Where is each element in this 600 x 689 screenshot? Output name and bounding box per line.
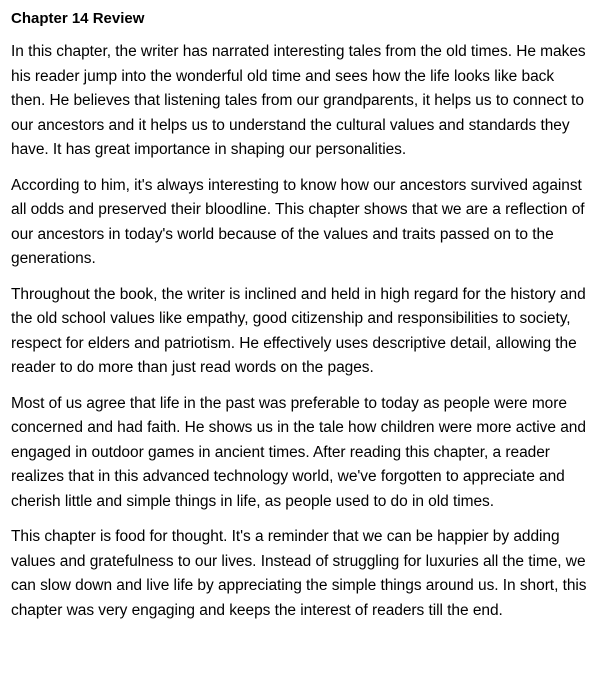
- paragraph-past-life: Most of us agree that life in the past was preferable to today as people were more concerned and had faith. He shows us in the tale how children were more active and engaged in outdoor games in ancient times. After reading this chapter, a reader realizes that in this advanced technology world, we've forgotten to appreciate and cherish little and simple things in life, as people used to do in old times.: [11, 394, 586, 510]
- paragraph-ancestors: According to him, it's always interesting to know how our ancestors survived against all odds and preserved their bloodline. This chapter shows that we are a reflection of our ancestors in today's world because of the values and traits passed on to the generations.: [11, 176, 585, 267]
- document: [11, 9, 590, 623]
- document-title: Chapter 14 Review: [11, 10, 145, 27]
- paragraph-values: Throughout the book, the writer is inclined and held in high regard for the history and the old school values like empathy, good citizenship and responsibilities to society, respect for elders and patriotism. He effectively uses descriptive detail, allowing the reader to do more than just read words on the pages.: [11, 285, 586, 376]
- paragraph-conclusion: This chapter is food for thought. It's a reminder that we can be happier by adding values and gratefulness to our lives. Instead of struggling for luxuries all the time, we can slow down and live life by appreciating the simple things around us. In short, this chapter was very engaging and keeps the interest of readers till the end.: [11, 528, 587, 619]
- paragraph-intro: In this chapter, the writer has narrated interesting tales from the old times. He makes his reader jump into the wonderful old time and sees how the life looks like back then. He believes that listening tales from our grandparents, it helps us to connect to our ancestors and it helps us to understand the cultural values and standards they have. It has great importance in shaping our personalities.: [11, 43, 586, 158]
